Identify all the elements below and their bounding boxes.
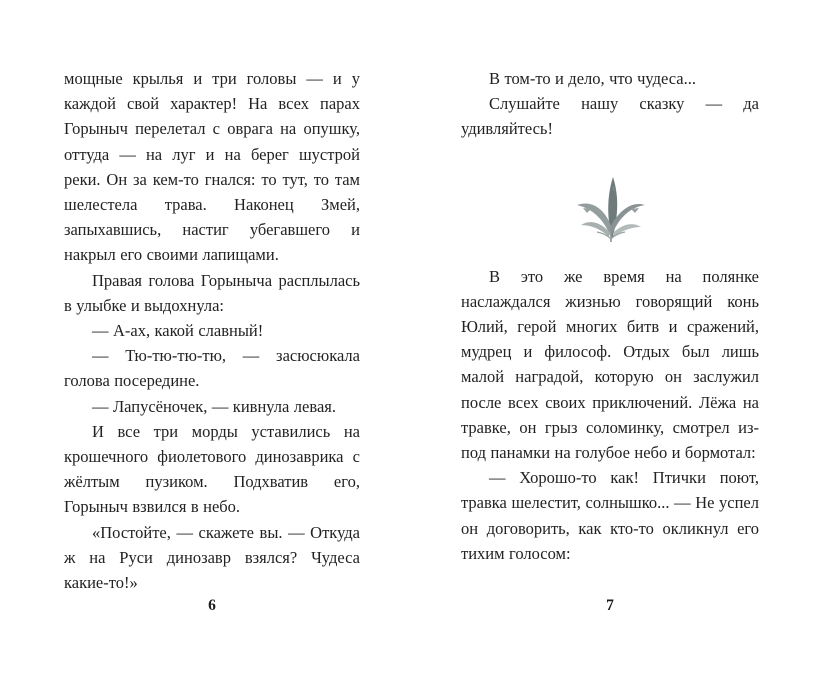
paragraph: — Хорошо-то как! Птички поют, травка шелестит, солнышко... — Не успел он договорить, как кто-то окликнул его тихим голосом: bbox=[461, 468, 759, 563]
plant-illustration bbox=[461, 166, 759, 244]
paragraph: «Постойте, — скажете вы. — Откуда ж на Руси динозавр взялся? Чудеса какие-то!» bbox=[64, 522, 360, 593]
paragraph-dialogue: — А-ах, какой славный! bbox=[92, 321, 264, 341]
plant-sketch-icon bbox=[567, 167, 653, 243]
paragraph: Правая голова Горыныча расплылась в улыбке и выдохнула: bbox=[64, 270, 360, 315]
paragraph-dialogue: — Тю-тю-тю-тю, — засюсюкала голова посередине. bbox=[64, 346, 360, 391]
paragraph: Слушайте нашу сказку — да удивляйтесь! bbox=[461, 94, 759, 139]
paragraph: В это же время на полянке наслаждался жизнью говорящий конь Юлий, герой многих битв и сражений, мудрец и философ. Отдых был лишь малой наградой, которую он заслужил после всех своих приключений. Лёжа на травке, он грыз соломинку, смотрел из-под панамки на голубое небо и бормотал: bbox=[461, 266, 759, 463]
paragraph: мощные крылья и три головы — и у каждой свой характер! На всех парах Горыныч перелетал с оврага на опушку, оттуда — на луг и на берег шустрой реки. Он за кем-то гнался: то тут, то там шелестела трава. Наконец Змей, запыхавшись, настиг убегавшего и накрыл его своими лапищами. bbox=[64, 69, 360, 265]
paragraph: В том-то и дело, что чудеса... bbox=[489, 69, 696, 88]
left-page bbox=[64, 66, 360, 595]
right-page bbox=[461, 66, 759, 566]
page-number-right: 7 bbox=[606, 597, 614, 614]
paragraph: И все три морды уставились на крошечного фиолетового динозаврика с жёлтым пузиком. Подхватив его, Горыныч взвился в небо. bbox=[64, 421, 360, 517]
paragraph-dialogue: — Лапусёночек, — кивнула левая. bbox=[92, 396, 336, 416]
page-number-left: 6 bbox=[208, 597, 216, 614]
